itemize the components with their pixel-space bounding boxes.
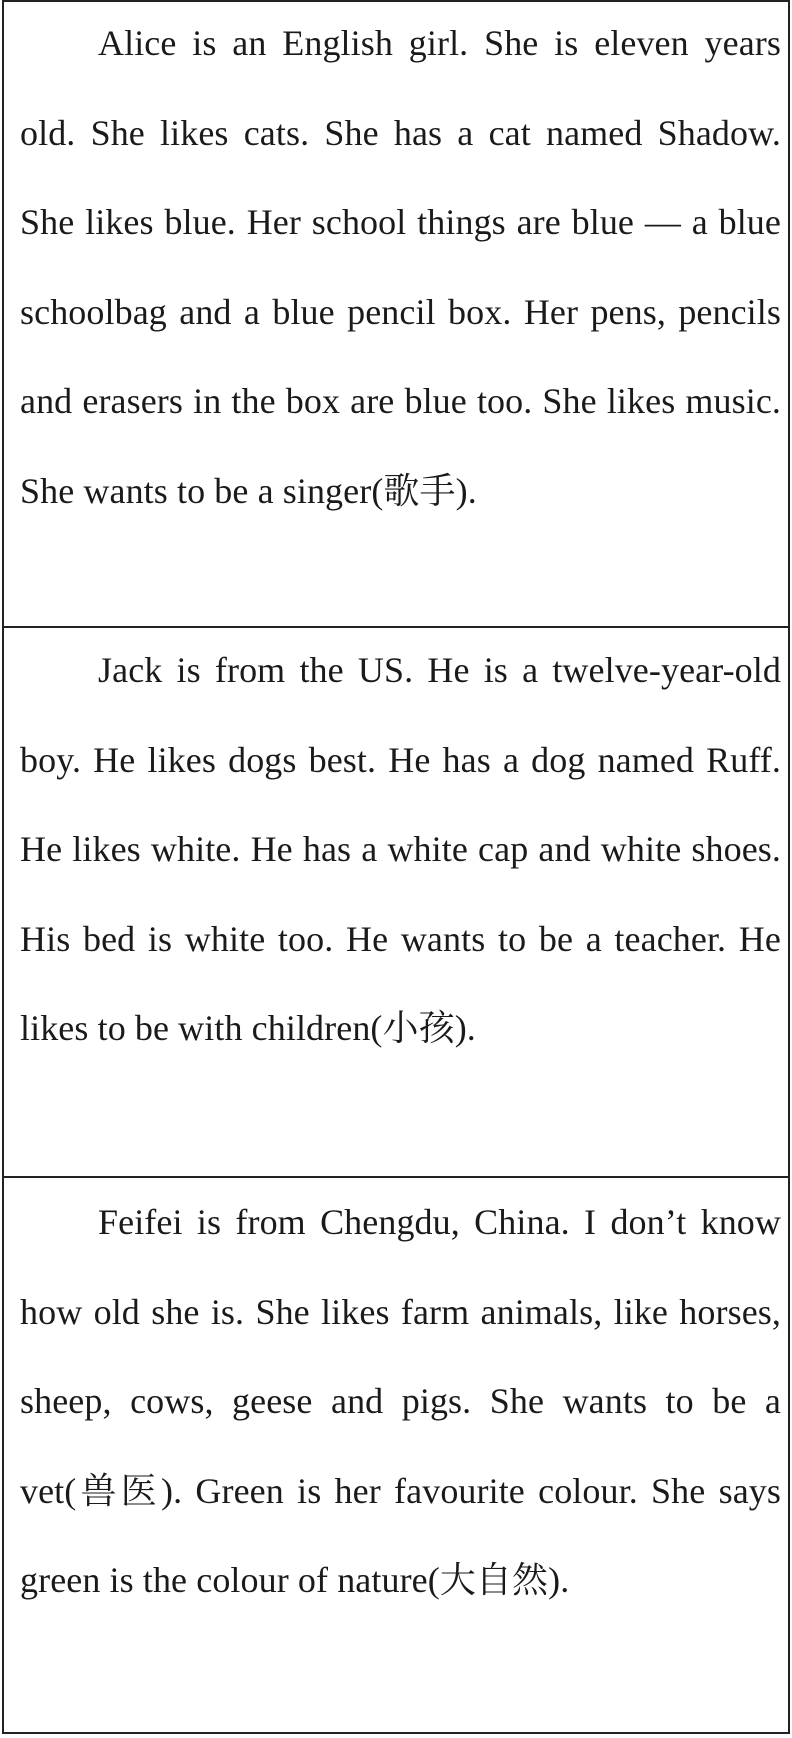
passage-alice-text: Alice is an English girl. She is eleven years old. She likes cats. She has a cat named Shadow. She likes blue. Her school things are blue — a blue schoolbag and a blue pencil box. Her pens, pencils and erasers in the box are blue too. She likes music. She wants to be a singer(歌手).	[20, 23, 781, 511]
passage-alice	[4, 0, 788, 626]
passage-feifei	[4, 1178, 788, 1732]
passage-feifei-text: Feifei is from Chengdu, China. I don’t know how old she is. She likes farm animals, like horses, sheep, cows, geese and pigs. She wants to be a vet(兽医). Green is her favourite colour. She says green is the colour of nature(大自然).	[20, 1202, 781, 1600]
passage-jack-text: Jack is from the US. He is a twelve-year-old boy. He likes dogs best. He has a dog named Ruff. He likes white. He has a white cap and white shoes. His bed is white too. He wants to be a teacher. He likes to be with children(小孩).	[20, 650, 781, 1048]
reading-passages-table	[2, 0, 790, 1734]
passage-jack	[4, 626, 788, 1178]
